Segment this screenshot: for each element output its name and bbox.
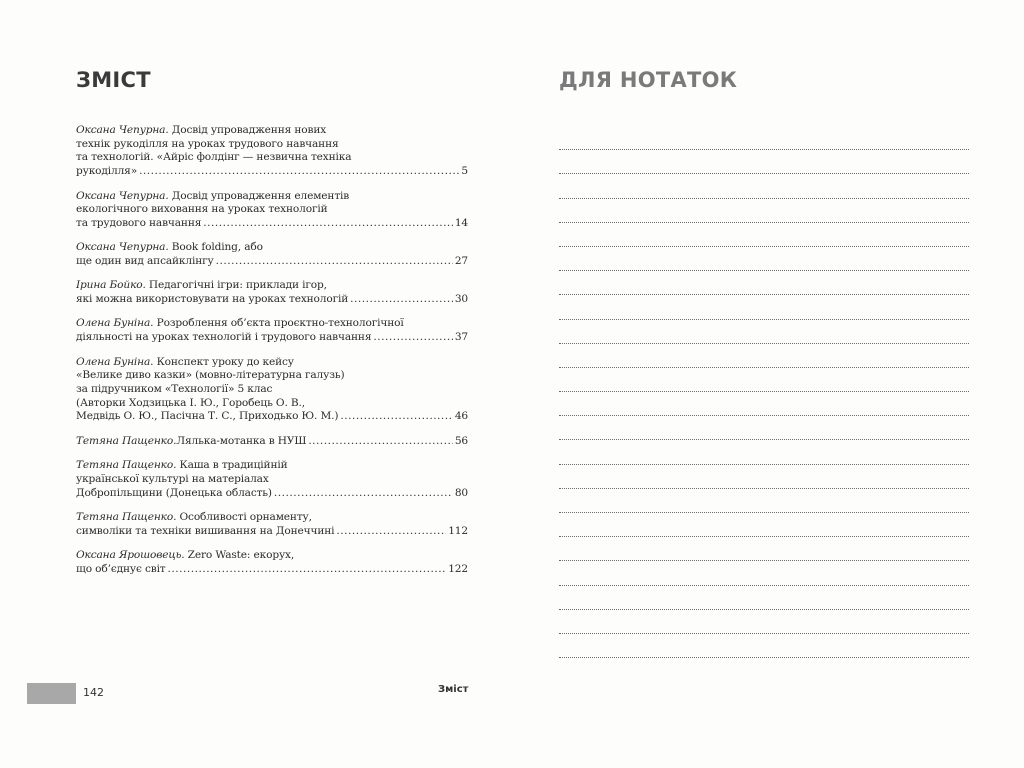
dot-leader: [203, 217, 453, 231]
toc-page-number: 80: [454, 486, 468, 499]
dot-leader: [336, 525, 446, 539]
toc-line: [76, 317, 468, 331]
footer-bar: [27, 683, 76, 704]
toc-line: [76, 279, 468, 293]
toc-line-text: Конспект уроку до кейсу: [153, 355, 294, 368]
toc-line: [76, 124, 468, 138]
notes-title: ДЛЯ НОТАТОК: [559, 68, 738, 92]
dot-leader: [350, 293, 453, 307]
toc-last-line: [76, 165, 468, 179]
toc-line: [76, 190, 468, 204]
toc-line: [76, 356, 468, 370]
toc-line-text: «Велике диво казки» (мовно-літературна галузь): [76, 369, 345, 382]
toc-entry: [76, 124, 468, 179]
toc-line-text: технік рукоділля на уроках трудового навчання: [76, 137, 339, 150]
note-line: [559, 634, 969, 658]
toc-entry: [76, 511, 468, 538]
note-line: [559, 416, 969, 440]
note-line: [559, 247, 969, 271]
toc-entry: [76, 435, 468, 449]
toc-entry: [76, 317, 468, 344]
toc-page-number: 46: [454, 410, 468, 423]
toc-line-text: за підручником «Технології» 5 клас: [76, 382, 273, 395]
dot-leader: [308, 435, 453, 449]
toc-line: [76, 397, 468, 411]
toc-line-text: та трудового навчання: [76, 216, 202, 229]
toc-line: [76, 473, 468, 487]
toc-last-line: [76, 435, 468, 449]
toc-entry: [76, 279, 468, 306]
toc-line: [76, 383, 468, 397]
toc-page-number: 56: [454, 434, 468, 447]
running-title: Зміст: [438, 684, 469, 695]
table-of-contents: [76, 124, 468, 587]
toc-page-number: 37: [454, 331, 468, 344]
toc-line-text: (Авторки Ходзицька І. Ю., Горобець О. В.,: [76, 396, 305, 409]
toc-entry: [76, 241, 468, 268]
toc-line-text: символіки та техніки вишивання на Донеччині: [76, 524, 335, 537]
note-line: [559, 126, 969, 150]
note-line: [559, 344, 969, 368]
toc-page-number: 27: [454, 255, 468, 267]
toc-line-text: рукоділля»: [76, 165, 138, 178]
toc-last-line: [76, 331, 468, 345]
dot-leader: [274, 487, 453, 501]
toc-page-number: 122: [448, 562, 468, 575]
toc-line-text: які можна використовувати на уроках технологій: [76, 293, 349, 306]
toc-author: Оксана Чепурна.: [76, 241, 169, 254]
toc-line-text: Добропільщини (Донецька область): [76, 486, 272, 499]
note-line: [559, 610, 969, 634]
note-line: [559, 537, 969, 561]
toc-line-text: Досвід упровадження нових: [168, 124, 327, 136]
toc-author: Олена Буніна.: [76, 317, 154, 330]
toc-line: [76, 369, 468, 383]
toc-author: Тетяна Пащенко.: [76, 510, 177, 523]
note-line: [559, 440, 969, 464]
toc-author: Оксана Чепурна.: [76, 189, 169, 202]
note-line: [559, 561, 969, 585]
toc-line-text: Book folding, або: [168, 241, 263, 254]
toc-page-number: 112: [448, 524, 468, 537]
toc-line: [76, 203, 468, 217]
toc-line-text: Каша в традиційній: [176, 459, 288, 472]
toc-last-line: [76, 217, 468, 231]
note-line: [559, 392, 969, 416]
note-line: [559, 150, 969, 174]
toc-line-text: Zero Waste: екорух,: [184, 549, 295, 562]
toc-last-line: [76, 525, 468, 539]
toc-line-text: що об’єднує світ: [76, 562, 166, 575]
toc-last-line: [76, 563, 468, 577]
toc-line-text: Досвід упровадження елементів: [168, 189, 350, 202]
toc-line: [76, 511, 468, 525]
toc-line-text: ще один вид апсайклінгу: [76, 255, 214, 267]
toc-line-text: Медвідь О. Ю., Пасічна Т. С., Приходько Ю. М.): [76, 410, 339, 423]
right-page: [520, 0, 1024, 768]
toc-line-text: Лялька-мотанка в НУШ: [176, 434, 307, 447]
note-line: [559, 223, 969, 247]
toc-entry: [76, 356, 468, 425]
dot-leader: [168, 563, 447, 577]
note-line: [559, 465, 969, 489]
toc-author: Оксана Ярошовець.: [76, 549, 185, 562]
dot-leader: [373, 331, 452, 345]
page-title: ЗМІСТ: [76, 68, 151, 92]
note-line: [559, 368, 969, 392]
left-page: [0, 0, 505, 768]
toc-page-number: 5: [461, 165, 468, 178]
toc-author: Оксана Чепурна.: [76, 124, 169, 136]
toc-line-text: української культурі на матеріалах: [76, 472, 269, 485]
toc-entry: [76, 549, 468, 576]
toc-line-text: екологічного виховання на уроках технологій: [76, 203, 328, 216]
toc-author: Тетяна Пащенко.: [76, 434, 177, 447]
toc-line-text: та технологій. «Айріс фолдінг — незвична техніка: [76, 151, 352, 164]
toc-page-number: 30: [454, 293, 468, 306]
toc-line-text: Особливості орнаменту,: [176, 510, 312, 523]
toc-author: Олена Буніна.: [76, 355, 154, 368]
note-line: [559, 489, 969, 513]
page-number: 142: [83, 686, 104, 699]
toc-line-text: Розроблення об’єкта проєктно-технологічної: [153, 317, 404, 330]
toc-line: [76, 459, 468, 473]
notes-area: [559, 126, 969, 658]
toc-entry: [76, 459, 468, 500]
toc-last-line: [76, 487, 468, 501]
note-line: [559, 586, 969, 610]
dot-leader: [216, 255, 453, 269]
note-line: [559, 320, 969, 344]
toc-last-line: [76, 410, 468, 424]
note-line: [559, 271, 969, 295]
toc-author: Тетяна Пащенко.: [76, 459, 177, 472]
dot-leader: [340, 410, 452, 424]
toc-last-line: [76, 255, 468, 269]
note-line: [559, 513, 969, 537]
toc-author: Ірина Бойко.: [76, 279, 146, 292]
toc-line: [76, 549, 468, 563]
note-line: [559, 199, 969, 223]
toc-page-number: 14: [454, 216, 468, 229]
toc-last-line: [76, 293, 468, 307]
toc-entry: [76, 190, 468, 231]
note-line: [559, 295, 969, 319]
note-line: [559, 174, 969, 198]
toc-line-text: діяльності на уроках технологій і трудового навчання: [76, 331, 372, 344]
toc-line: [76, 151, 468, 165]
dot-leader: [139, 165, 459, 179]
toc-line: [76, 138, 468, 152]
toc-line-text: Педагогічні ігри: приклади ігор,: [145, 279, 327, 292]
toc-line: [76, 241, 468, 255]
